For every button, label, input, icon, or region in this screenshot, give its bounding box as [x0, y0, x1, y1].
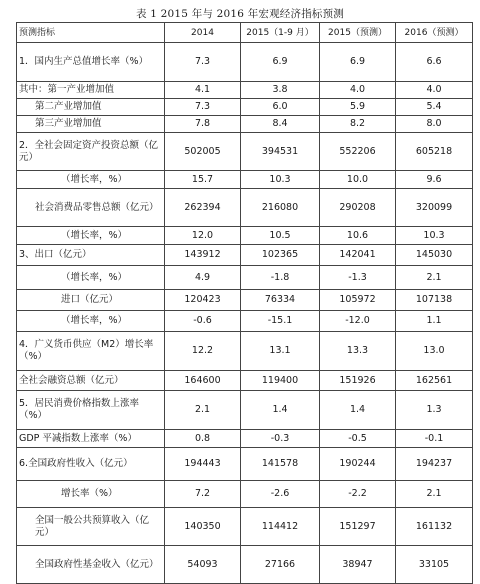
cell-2015-jan-sep: 141578 [241, 448, 320, 481]
row-label: GDP 平减指数上涨率（%） [17, 430, 165, 448]
cell-2016-forecast: -0.1 [396, 430, 473, 448]
row-label: 3、出口（亿元） [17, 245, 165, 266]
cell-2015-forecast: 10.0 [320, 171, 396, 189]
cell-2015-forecast: 290208 [320, 189, 396, 227]
table-row [17, 245, 473, 266]
cell-2015-jan-sep: 10.3 [241, 171, 320, 189]
cell-2014: 194443 [165, 448, 241, 481]
row-label: 全社会融资总额（亿元） [17, 371, 165, 391]
cell-2015-forecast: -2.2 [320, 481, 396, 508]
row-label: 6.全国政府性收入（亿元） [17, 448, 165, 481]
cell-2015-jan-sep: 10.5 [241, 227, 320, 245]
table-caption: 表 1 2015 年与 2016 年宏观经济指标预测 [135, 8, 344, 20]
cell-2016-forecast: 13.0 [396, 332, 473, 371]
header-2015-jan-sep: 2015（1-9 月） [241, 23, 320, 43]
cell-2016-forecast: 194237 [396, 448, 473, 481]
row-label: 进口（亿元） [17, 290, 165, 311]
table-row [17, 391, 473, 430]
table-row [17, 332, 473, 371]
table-row [17, 171, 473, 189]
cell-2014: 262394 [165, 189, 241, 227]
cell-2016-forecast: 9.6 [396, 171, 473, 189]
cell-2015-jan-sep: 102365 [241, 245, 320, 266]
cell-2015-forecast: 552206 [320, 133, 396, 171]
table-row [17, 227, 473, 245]
cell-2015-forecast: 8.2 [320, 116, 396, 133]
cell-2015-forecast: -0.5 [320, 430, 396, 448]
row-label: 增长率（%） [17, 481, 165, 508]
cell-2016-forecast: 10.3 [396, 227, 473, 245]
header-2016-forecast: 2016（预测） [396, 23, 473, 43]
cell-2016-forecast: 2.1 [396, 266, 473, 290]
cell-2016-forecast: 162561 [396, 371, 473, 391]
cell-2015-forecast: 1.4 [320, 391, 396, 430]
cell-2016-forecast: 161132 [396, 508, 473, 546]
cell-2016-forecast: 145030 [396, 245, 473, 266]
cell-2015-jan-sep: -15.1 [241, 311, 320, 332]
cell-2014: 15.7 [165, 171, 241, 189]
table-row [17, 266, 473, 290]
cell-2014: 4.9 [165, 266, 241, 290]
row-label: 5．居民消费价格指数上涨率（%） [17, 391, 165, 430]
table-row [17, 508, 473, 546]
cell-2016-forecast: 5.4 [396, 99, 473, 116]
table-row [17, 189, 473, 227]
cell-2014: 12.0 [165, 227, 241, 245]
table-row [17, 133, 473, 171]
table-row [17, 481, 473, 508]
cell-2015-forecast: 10.6 [320, 227, 396, 245]
cell-2015-forecast: 6.9 [320, 43, 396, 82]
row-label: （增长率，%） [17, 311, 165, 332]
cell-2015-forecast: 5.9 [320, 99, 396, 116]
cell-2015-forecast: -12.0 [320, 311, 396, 332]
cell-2015-jan-sep: 216080 [241, 189, 320, 227]
cell-2014: 0.8 [165, 430, 241, 448]
table-row [17, 430, 473, 448]
cell-2016-forecast: 605218 [396, 133, 473, 171]
row-label: 第三产业增加值 [17, 116, 165, 133]
header-2014: 2014 [165, 23, 241, 43]
cell-2015-jan-sep: 6.0 [241, 99, 320, 116]
header-row [17, 23, 473, 43]
cell-2015-forecast: 38947 [320, 546, 396, 584]
cell-2015-jan-sep: -1.8 [241, 266, 320, 290]
row-label: （增长率，%） [17, 171, 165, 189]
cell-2015-forecast: 151926 [320, 371, 396, 391]
cell-2015-jan-sep: 1.4 [241, 391, 320, 430]
cell-2014: 143912 [165, 245, 241, 266]
cell-2014: 12.2 [165, 332, 241, 371]
cell-2015-forecast: 105972 [320, 290, 396, 311]
cell-2014: -0.6 [165, 311, 241, 332]
table-row [17, 290, 473, 311]
cell-2015-jan-sep: 27166 [241, 546, 320, 584]
cell-2014: 7.3 [165, 43, 241, 82]
cell-2015-forecast: 190244 [320, 448, 396, 481]
row-label: 全国政府性基金收入（亿元） [17, 546, 165, 584]
cell-2015-forecast: -1.3 [320, 266, 396, 290]
row-label: （增长率，%） [17, 227, 165, 245]
forecast-table [16, 22, 473, 584]
cell-2015-jan-sep: 3.8 [241, 82, 320, 99]
table-row [17, 546, 473, 584]
cell-2016-forecast: 1.1 [396, 311, 473, 332]
cell-2015-jan-sep: 394531 [241, 133, 320, 171]
cell-2014: 164600 [165, 371, 241, 391]
cell-2015-jan-sep: 8.4 [241, 116, 320, 133]
cell-2016-forecast: 107138 [396, 290, 473, 311]
cell-2014: 2.1 [165, 391, 241, 430]
cell-2016-forecast: 6.6 [396, 43, 473, 82]
cell-2015-jan-sep: 6.9 [241, 43, 320, 82]
cell-2016-forecast: 4.0 [396, 82, 473, 99]
row-label: 第二产业增加值 [17, 99, 165, 116]
cell-2014: 54093 [165, 546, 241, 584]
table-row [17, 311, 473, 332]
cell-2014: 7.3 [165, 99, 241, 116]
row-label: 4．广义货币供应（M2）增长率（%） [17, 332, 165, 371]
cell-2014: 7.2 [165, 481, 241, 508]
cell-2015-jan-sep: 114412 [241, 508, 320, 546]
table-row [17, 116, 473, 133]
cell-2014: 140350 [165, 508, 241, 546]
cell-2015-jan-sep: 119400 [241, 371, 320, 391]
table-row [17, 82, 473, 99]
cell-2015-jan-sep: 13.1 [241, 332, 320, 371]
cell-2014: 7.8 [165, 116, 241, 133]
header-indicator: 预测指标 [17, 23, 165, 43]
cell-2016-forecast: 2.1 [396, 481, 473, 508]
cell-2015-jan-sep: -0.3 [241, 430, 320, 448]
cell-2015-forecast: 13.3 [320, 332, 396, 371]
cell-2015-forecast: 151297 [320, 508, 396, 546]
table-row [17, 448, 473, 481]
cell-2014: 120423 [165, 290, 241, 311]
cell-2015-forecast: 4.0 [320, 82, 396, 99]
cell-2015-jan-sep: 76334 [241, 290, 320, 311]
row-label: 社会消费品零售总额（亿元） [17, 189, 165, 227]
row-label: （增长率，%） [17, 266, 165, 290]
cell-2015-forecast: 142041 [320, 245, 396, 266]
cell-2016-forecast: 33105 [396, 546, 473, 584]
cell-2014: 4.1 [165, 82, 241, 99]
header-2015-forecast: 2015（预测） [320, 23, 396, 43]
row-label: 2．全社会固定资产投资总额（亿元） [17, 133, 165, 171]
cell-2016-forecast: 1.3 [396, 391, 473, 430]
table-row [17, 99, 473, 116]
row-label: 其中：第一产业增加值 [17, 82, 165, 99]
cell-2016-forecast: 8.0 [396, 116, 473, 133]
row-label: 1．国内生产总值增长率（%） [17, 43, 165, 82]
table-row [17, 43, 473, 82]
cell-2014: 502005 [165, 133, 241, 171]
cell-2016-forecast: 320099 [396, 189, 473, 227]
cell-2015-jan-sep: -2.6 [241, 481, 320, 508]
row-label: 全国一般公共预算收入（亿元） [17, 508, 165, 546]
table-row [17, 371, 473, 391]
